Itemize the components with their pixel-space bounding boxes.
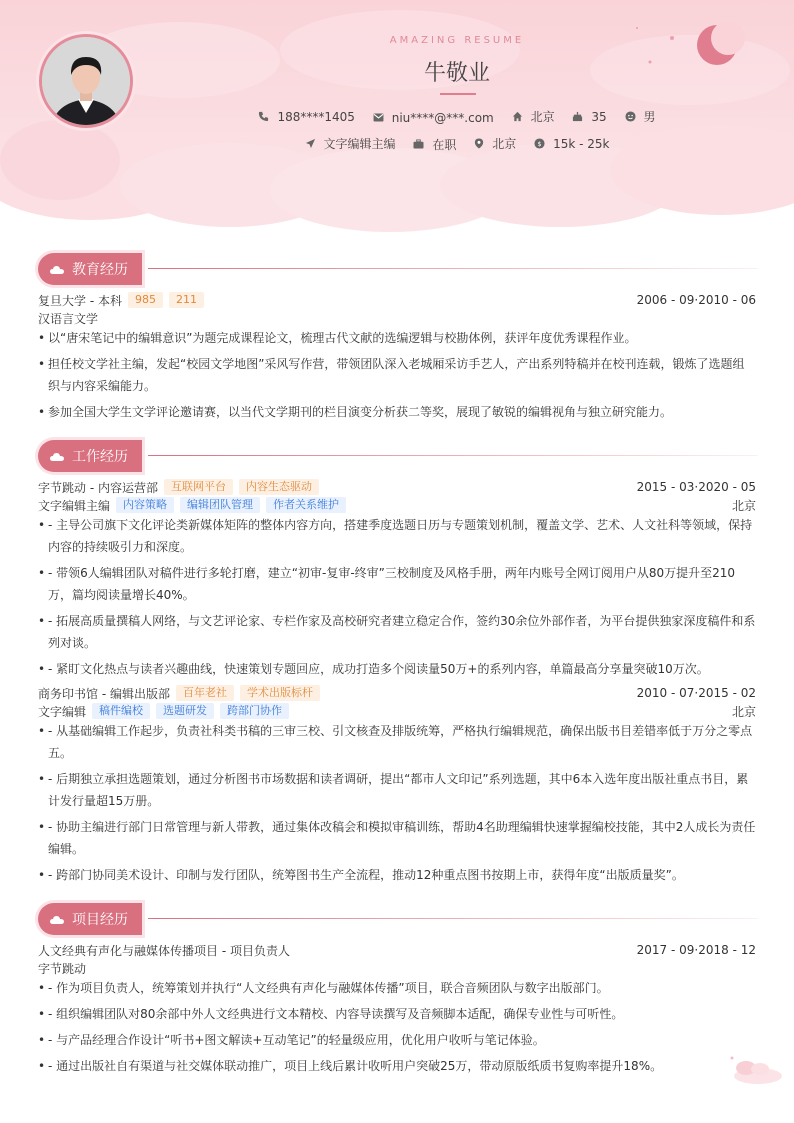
education-section-header: [38, 253, 758, 285]
list-item: • - 跨部门协同美术设计、印制与发行团队，统筹图书生产全流程，推动12种重点图书按期上市，获得年度“出版质量奖”。: [38, 864, 756, 886]
company-name: 字节跳动 - 内容运营部: [38, 480, 158, 495]
gender-value: 男: [643, 110, 656, 124]
list-item: • - 通过出版社自有渠道与社交媒体联动推广，项目上线后累计收听用户突破25万，带动原版纸质书复购率提升18%。: [38, 1055, 756, 1077]
gender-info: [625, 108, 656, 125]
contact-info-row: [0, 108, 794, 125]
phone-icon: [258, 111, 269, 122]
cake-icon: [572, 111, 583, 122]
list-item: • - 紧盯文化热点与读者兴趣曲线，快速策划专题回应，成功打造多个阅读量50万+的系列内容，单篇最高分享量突破10万次。: [38, 658, 756, 680]
section-divider: [148, 918, 758, 919]
email-address: niu****@***.com: [391, 110, 494, 125]
work-dates: 2015 - 03·2020 - 05: [636, 480, 756, 494]
work-section-header: [38, 440, 758, 472]
work-dates: 2010 - 07·2015 - 02: [636, 686, 756, 700]
company-tag: 学术出版标杆: [240, 685, 320, 701]
cloud-icon: [50, 452, 64, 461]
phone-number: 188****1405: [277, 109, 355, 124]
hometown-info: [512, 108, 555, 125]
role-tag: 稿件编校: [92, 703, 150, 719]
list-item: • - 带领6人编辑团队对稿件进行多轮打磨，建立“初审-复审-终审”三校制度及风格手册，两年内账号全网订阅用户从80万提升至210万，篇均阅读量增长40%。: [38, 562, 756, 606]
resume-header: [0, 0, 794, 232]
project-title: 项目经历: [72, 912, 128, 928]
education-major-row: [38, 309, 756, 327]
list-item: • - 后期独立承担选题策划，通过分析图书市场数据和读者调研，提出“都市人文印记”系列选题，其中6本入选年度出版社重点书目，累计发行量超15万册。: [38, 768, 756, 812]
school-tag: 985: [128, 292, 163, 308]
project-org-row: [38, 959, 756, 977]
cloud-icon: [50, 265, 64, 274]
company-tag: 互联网平台: [164, 479, 233, 495]
school-name: 复旦大学 - 本科: [38, 293, 122, 308]
status-info: [413, 136, 456, 153]
face-icon: [625, 111, 636, 122]
list-item: • - 拓展高质量撰稿人网络，与文艺评论家、专栏作家及高校研究者建立稳定合作，签约30余位外部作者，为平台提供独家深度稿件和系列对谈。: [38, 610, 756, 654]
project-dates: 2017 - 09·2018 - 12: [636, 943, 756, 957]
role-name: 文字编辑: [38, 704, 87, 719]
company-tag: 百年老社: [176, 685, 234, 701]
city-value: 北京: [492, 137, 517, 151]
location-pin-icon: [474, 138, 484, 149]
position-value: 文字编辑主编: [323, 137, 396, 151]
work-company-row: [38, 478, 756, 496]
resume-tagline: AMAZING RESUME: [389, 35, 525, 46]
role-tag: 选题研发: [156, 703, 214, 719]
phone-info: [258, 110, 354, 124]
project-section-header: [38, 903, 758, 935]
email-info: [373, 111, 494, 125]
city-info: [474, 135, 516, 152]
age-info: [572, 110, 606, 124]
section-divider: [148, 455, 758, 456]
coin-icon: [534, 138, 545, 149]
role-tag: 编辑团队管理: [180, 497, 260, 513]
salary-value: 15k - 25k: [553, 136, 610, 151]
project-title-pill: [38, 903, 142, 935]
mail-icon: [373, 113, 384, 122]
education-title: 教育经历: [72, 262, 128, 278]
work-title: 工作经历: [72, 449, 128, 465]
education-title-pill: [38, 253, 142, 285]
major-name: 汉语言文学: [38, 311, 99, 326]
list-item: • - 主导公司旗下文化评论类新媒体矩阵的整体内容方向，搭建季度选题日历与专题策划机制，覆盖文学、艺术、人文社科等领域，保持内容的持续吸引力和深度。: [38, 514, 756, 558]
work-company-row: [38, 684, 756, 702]
company-tag: 内容生态驱动: [239, 479, 319, 495]
age-value: 35: [591, 109, 607, 124]
hometown-value: 北京: [530, 110, 555, 124]
status-value: 在职: [432, 137, 457, 152]
send-icon: [305, 138, 316, 149]
job-info-row: [0, 135, 794, 153]
role-tag: 跨部门协作: [220, 703, 289, 719]
list-item: • - 与产品经理合作设计“听书+图文解读+互动笔记”的轻量级应用，优化用户收听与笔记体验。: [38, 1029, 756, 1051]
project-name: 人文经典有声化与融媒体传播项目 - 项目负责人: [38, 943, 290, 958]
education-dates: 2006 - 09·2010 - 06: [636, 293, 756, 307]
school-tag: 211: [169, 292, 204, 308]
home-icon: [512, 111, 523, 122]
list-item: • 以“唐宋笔记中的编辑意识”为题完成课程论文，梳理古代文献的选编逻辑与校勘体例，获评年度优秀课程作业。: [38, 327, 756, 349]
work-role-row: [38, 496, 756, 514]
list-item: • - 协助主编进行部门日常管理与新人带教，通过集体改稿会和模拟审稿训练，帮助4名助理编辑快速掌握编校技能，其中2人成长为责任编辑。: [38, 816, 756, 860]
project-org: 字节跳动: [38, 961, 87, 976]
work-title-pill: [38, 440, 142, 472]
cloud-icon: [50, 915, 64, 924]
list-item: • 担任校文学社主编，发起“校园文学地图”采风写作营，带领团队深入老城厢采访手艺人，产出系列特稿并在校刊连载，锻炼了选题组织与内容采编能力。: [38, 353, 756, 397]
company-name: 商务印书馆 - 编辑出版部: [38, 686, 170, 701]
list-item: • - 组织编辑团队对80余部中外人文经典进行文本精校、内容导读撰写及音频脚本适配，确保专业性与可听性。: [38, 1003, 756, 1025]
svg-text:$: $: [537, 139, 542, 148]
position-info: [305, 135, 396, 152]
work-role-row: [38, 702, 756, 720]
list-item: • - 从基础编辑工作起步，负责社科类书稿的三审三校、引文核查及排版统筹，严格执行编辑规范，确保出版书目差错率低于万分之零点五。: [38, 720, 756, 764]
name-underline: [440, 93, 476, 95]
role-tag: 内容策略: [116, 497, 174, 513]
decorative-cloud-icon: [728, 1056, 784, 1086]
work-location: 北京: [731, 704, 756, 719]
list-item: • - 作为项目负责人，统筹策划并执行“人文经典有声化与融媒体传播”项目，联合音频团队与数字出版部门。: [38, 977, 756, 999]
role-tag: 作者关系维护: [266, 497, 346, 513]
education-school-row: [38, 291, 756, 309]
work-location: 北京: [731, 498, 756, 513]
salary-info: [534, 137, 609, 151]
list-item: • 参加全国大学生文学评论邀请赛，以当代文学期刊的栏目演变分析获二等奖，展现了敏锐的编辑视角与独立研究能力。: [38, 401, 756, 423]
project-title-row: [38, 941, 756, 959]
briefcase-icon: [413, 139, 424, 149]
candidate-name: 牛敬业: [423, 61, 490, 86]
role-name: 文字编辑主编: [38, 498, 111, 513]
section-divider: [148, 268, 758, 269]
